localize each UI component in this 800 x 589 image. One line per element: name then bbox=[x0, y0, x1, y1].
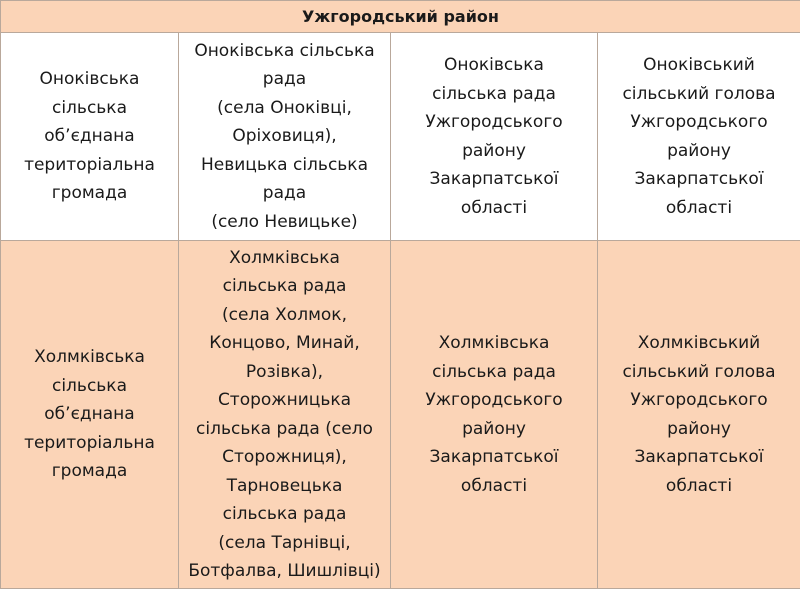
table-row bbox=[1, 33, 800, 241]
head-cell: Холмківський сільський голова Ужгородського району Закарпатської області bbox=[598, 241, 800, 589]
head-cell: Оноківський сільський голова Ужгородського району Закарпатської області bbox=[598, 33, 800, 241]
community-cell: Холмківська сільська об’єднана територіальна громада bbox=[1, 241, 179, 589]
authority-cell: Холмківська сільська рада Ужгородського району Закарпатської області bbox=[391, 241, 598, 589]
district-header: Ужгородський район bbox=[1, 1, 800, 33]
community-cell: Оноківська сільська об’єднана територіальна громада bbox=[1, 33, 179, 241]
table-row bbox=[1, 241, 800, 589]
councils-cell: Оноківська сільська рада (села Оноківці, Оріховиця), Невицька сільська рада (село Невицьке) bbox=[179, 33, 391, 241]
authority-cell: Оноківська сільська рада Ужгородського району Закарпатської області bbox=[391, 33, 598, 241]
table-header-row bbox=[1, 1, 800, 33]
councils-cell: Холмківська сільська рада (села Холмок, Концово, Минай, Розівка), Сторожницька сільська рада (село Сторожниця), Тарновецька сільська рада (села Тарнівці, Ботфалва, Шишлівці) bbox=[179, 241, 391, 589]
